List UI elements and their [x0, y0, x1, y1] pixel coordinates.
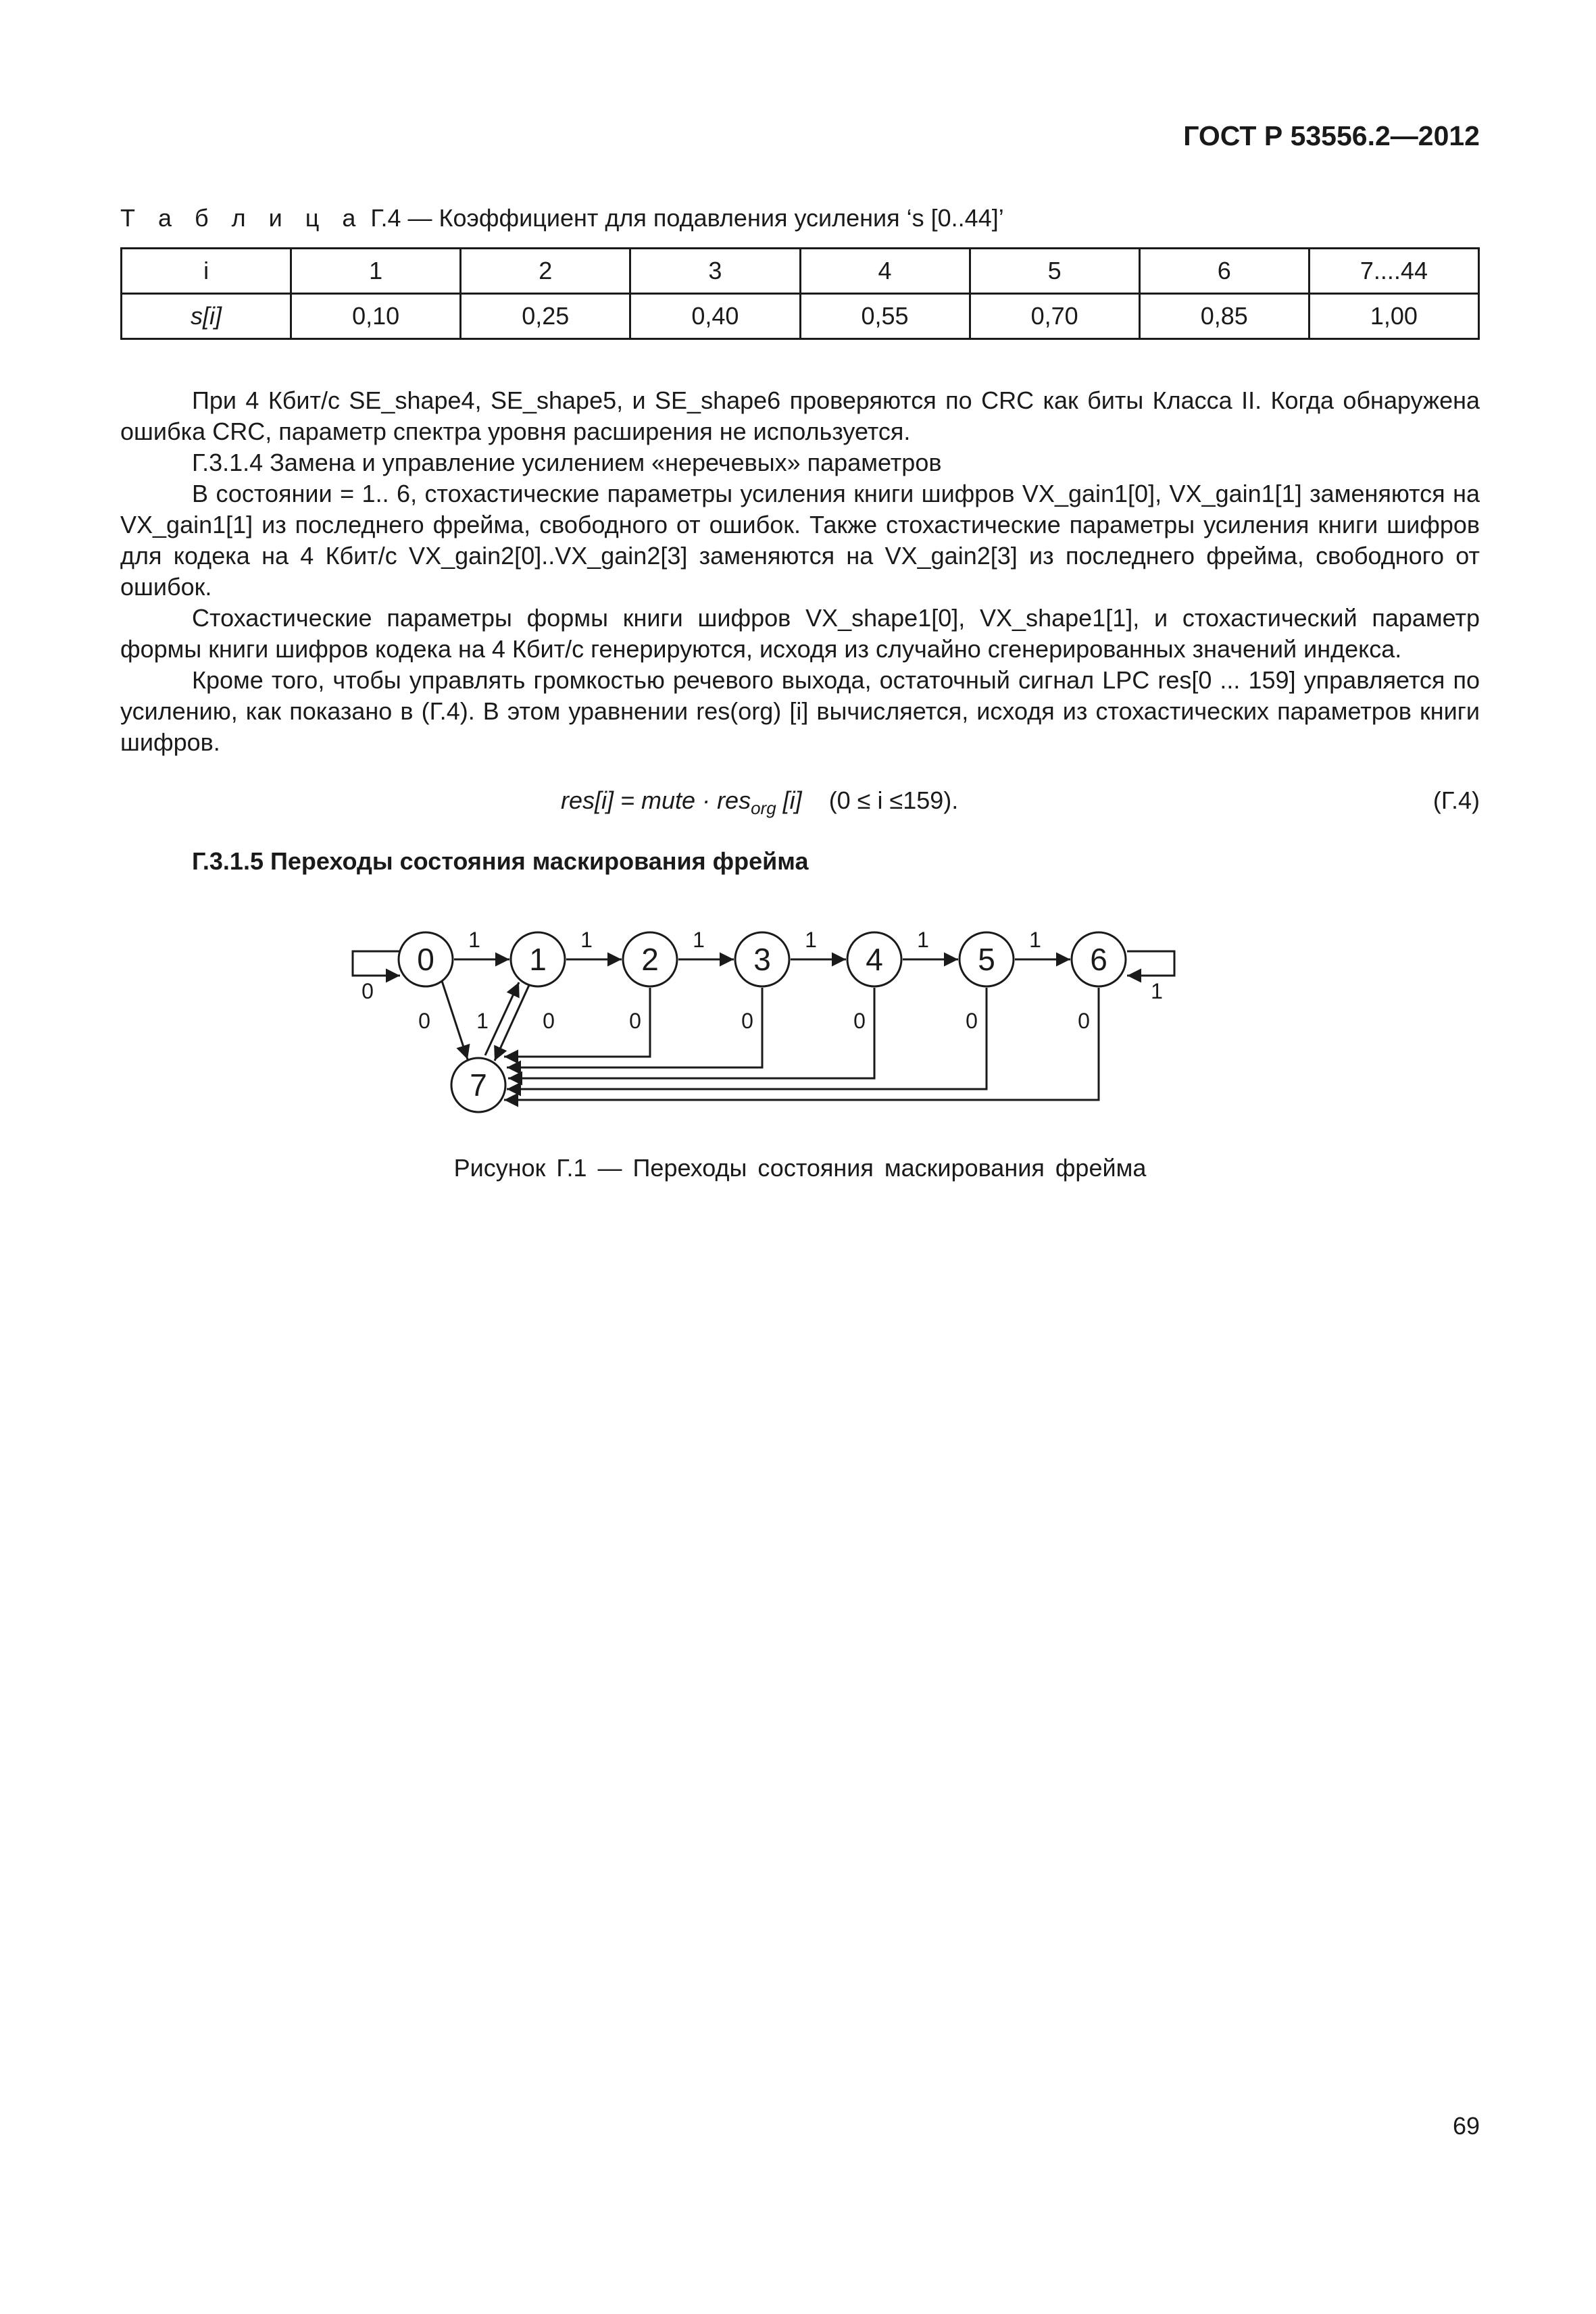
formula-condition: (0 ≤ i ≤159).: [828, 786, 959, 814]
section-heading: Г.3.1.5 Переходы состояния маскирования фрейма: [192, 847, 809, 875]
transition-label: 0: [966, 1009, 978, 1033]
paragraph: При 4 Кбит/с SE_shape4, SE_shape5, и SE_shape6 проверяются по CRC как биты Класса II. Когда обнаружена ошибка CRC, параметр спектра уровня расширения не используется.: [120, 386, 1480, 445]
table-cell: 0,55: [800, 294, 970, 339]
transition-label: 0: [629, 1009, 641, 1033]
arrow-5-7: [507, 988, 987, 1089]
state-label: 6: [1090, 942, 1107, 977]
table-cell: 0,10: [291, 294, 461, 339]
arrow-4-7: [508, 988, 874, 1078]
transition-label: 0: [741, 1009, 753, 1033]
table-value-row: [122, 294, 1479, 339]
formula-lhs: res[i] = mute · res: [561, 786, 751, 814]
state-transition-diagram: [338, 905, 1216, 1128]
transition-label: 1: [1151, 979, 1163, 1003]
table-cell: 4: [800, 249, 970, 294]
table-cell: 1: [291, 249, 461, 294]
state-label: 2: [641, 942, 659, 977]
transition-label: 1: [476, 1009, 489, 1033]
state-label: 0: [417, 942, 434, 977]
transition-label: 0: [361, 979, 374, 1003]
paragraph: Кроме того, чтобы управлять громкостью речевого выхода, остаточный сигнал LPC res[0 ... 159] управляется по усилению, как показано в (Г.4). В этом уравнении res(org) [i] вычисляется, исходя из стохастических параметров книги шифров.: [120, 666, 1480, 756]
table-cell: 5: [970, 249, 1139, 294]
state-label: 5: [978, 942, 995, 977]
state-label: 1: [529, 942, 547, 977]
transition-label: 1: [1029, 928, 1041, 952]
transition-label: 1: [805, 928, 817, 952]
coefficient-table: [120, 247, 1480, 340]
table-cell: 3: [630, 249, 800, 294]
table-cell: 1,00: [1309, 294, 1478, 339]
page-number: 69: [1452, 2112, 1480, 2140]
formula-number: (Г.4): [1432, 786, 1480, 814]
table-cell: 0,40: [630, 294, 800, 339]
table-cell: 0,85: [1139, 294, 1309, 339]
self-loop-6: [1127, 951, 1174, 976]
state-label: 4: [866, 942, 883, 977]
arrow-2-7: [504, 988, 650, 1057]
transition-label: 1: [468, 928, 480, 952]
arrow-0-7: [442, 981, 468, 1059]
transition-label: 0: [418, 1009, 430, 1033]
formula: [561, 786, 958, 819]
transition-label: 0: [853, 1009, 866, 1033]
table-caption-text: Г.4 — Коэффициент для подавления усиления ‘s [0..44]’: [364, 204, 1004, 232]
transition-label: 0: [543, 1009, 555, 1033]
paragraph: Стохастические параметры формы книги шифров VX_shape1[0], VX_shape1[1], и стохастический параметр формы книги шифров кодека на 4 Кбит/с генерируются, исходя из случайно сгенерированных значений индекса.: [120, 604, 1480, 663]
table-cell: 7....44: [1309, 249, 1478, 294]
table-cell: i: [122, 249, 291, 294]
table-cell: 0,70: [970, 294, 1139, 339]
transition-label: 1: [580, 928, 593, 952]
arrow-6-7: [504, 988, 1099, 1100]
table-header-row: [122, 249, 1479, 294]
table-caption-prefix: Т а б л и ц а: [120, 204, 364, 232]
figure-caption: Рисунок Г.1 — Переходы состояния маскирования фрейма: [453, 1154, 1147, 1182]
table-cell: s[i]: [122, 294, 291, 339]
transition-label: 0: [1078, 1009, 1090, 1033]
state-label: 3: [753, 942, 771, 977]
self-loop-0: [353, 951, 400, 976]
transition-label: 1: [917, 928, 929, 952]
formula-subscript: org: [751, 798, 776, 819]
transition-label: 1: [693, 928, 705, 952]
body-text: [120, 385, 1480, 758]
formula-index: [i]: [776, 786, 802, 814]
paragraph: В состоянии = 1.. 6, стохастические параметры усиления книги шифров VX_gain1[0], VX_gain1[1] заменяются на VX_gain1[1] из последнего фрейма, свободного от ошибок. Также стохастические параметры усиления книги шифров для кодека на 4 Кбит/с VX_gain2[0]..VX_gain2[3] заменяются на VX_gain2[3] из последнего фрейма, свободного от ошибок.: [120, 480, 1480, 601]
table-cell: 6: [1139, 249, 1309, 294]
state-label: 7: [470, 1067, 487, 1103]
table-cell: 2: [461, 249, 630, 294]
document-id: ГОСТ Р 53556.2—2012: [1183, 120, 1480, 151]
table-cell: 0,25: [461, 294, 630, 339]
table-caption: [120, 204, 1004, 232]
subsection-heading: Г.3.1.4 Замена и управление усилением «неречевых» параметров: [192, 449, 942, 476]
